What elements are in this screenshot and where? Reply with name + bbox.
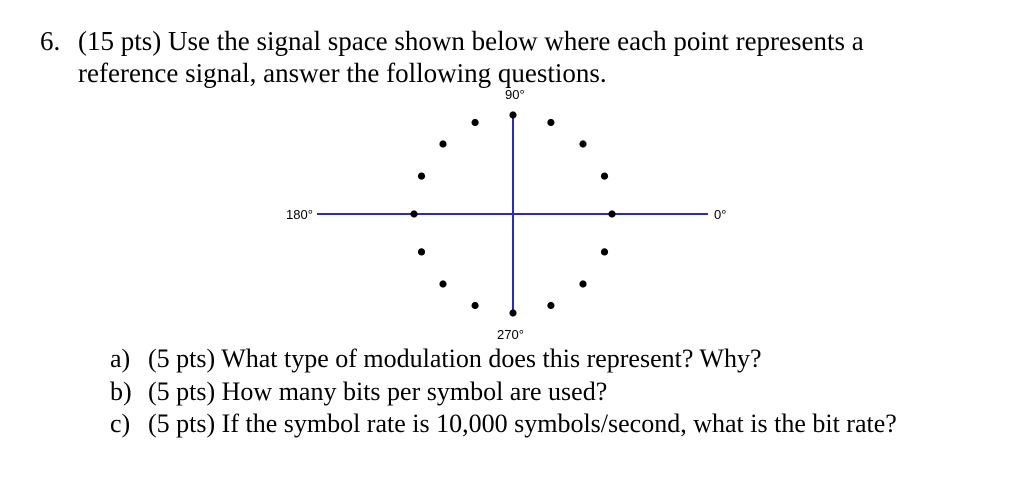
subquestion-a-letter: a)	[110, 344, 131, 373]
subquestion-c-text: (5 pts) If the symbol rate is 10,000 symbols/second, what is the bit rate?	[148, 409, 897, 438]
subquestion-c-letter: c)	[110, 409, 131, 438]
constellation-point	[472, 302, 479, 309]
constellation-point	[579, 140, 586, 147]
constellation-point	[418, 173, 425, 180]
constellation-point	[418, 248, 425, 255]
constellation-point	[472, 119, 479, 126]
constellation-point	[601, 173, 608, 180]
label-180-deg: 180°	[286, 207, 313, 222]
constellation-point	[579, 280, 586, 287]
subquestion-b-text: (5 pts) How many bits per symbol are used?	[148, 377, 608, 406]
constellation-point	[509, 111, 516, 118]
constellation-point	[547, 119, 554, 126]
constellation-point	[509, 309, 516, 316]
label-0-deg: 0°	[714, 207, 727, 222]
question-text-line2: reference signal, answer the following questions.	[78, 58, 607, 88]
constellation-point	[547, 302, 554, 309]
constellation-point	[601, 248, 608, 255]
question-number: 6.	[40, 26, 61, 56]
label-270-deg: 270°	[497, 327, 524, 342]
label-90-deg: 90°	[505, 87, 525, 102]
constellation-point	[439, 140, 446, 147]
subquestion-a-text: (5 pts) What type of modulation does this represent? Why?	[148, 344, 762, 373]
constellation-point	[608, 210, 615, 217]
subquestion-b-letter: b)	[110, 377, 132, 406]
constellation-point	[410, 210, 417, 217]
question-text-line1: (15 pts) Use the signal space shown below where each point represents a	[78, 26, 864, 56]
constellation-point	[439, 280, 446, 287]
